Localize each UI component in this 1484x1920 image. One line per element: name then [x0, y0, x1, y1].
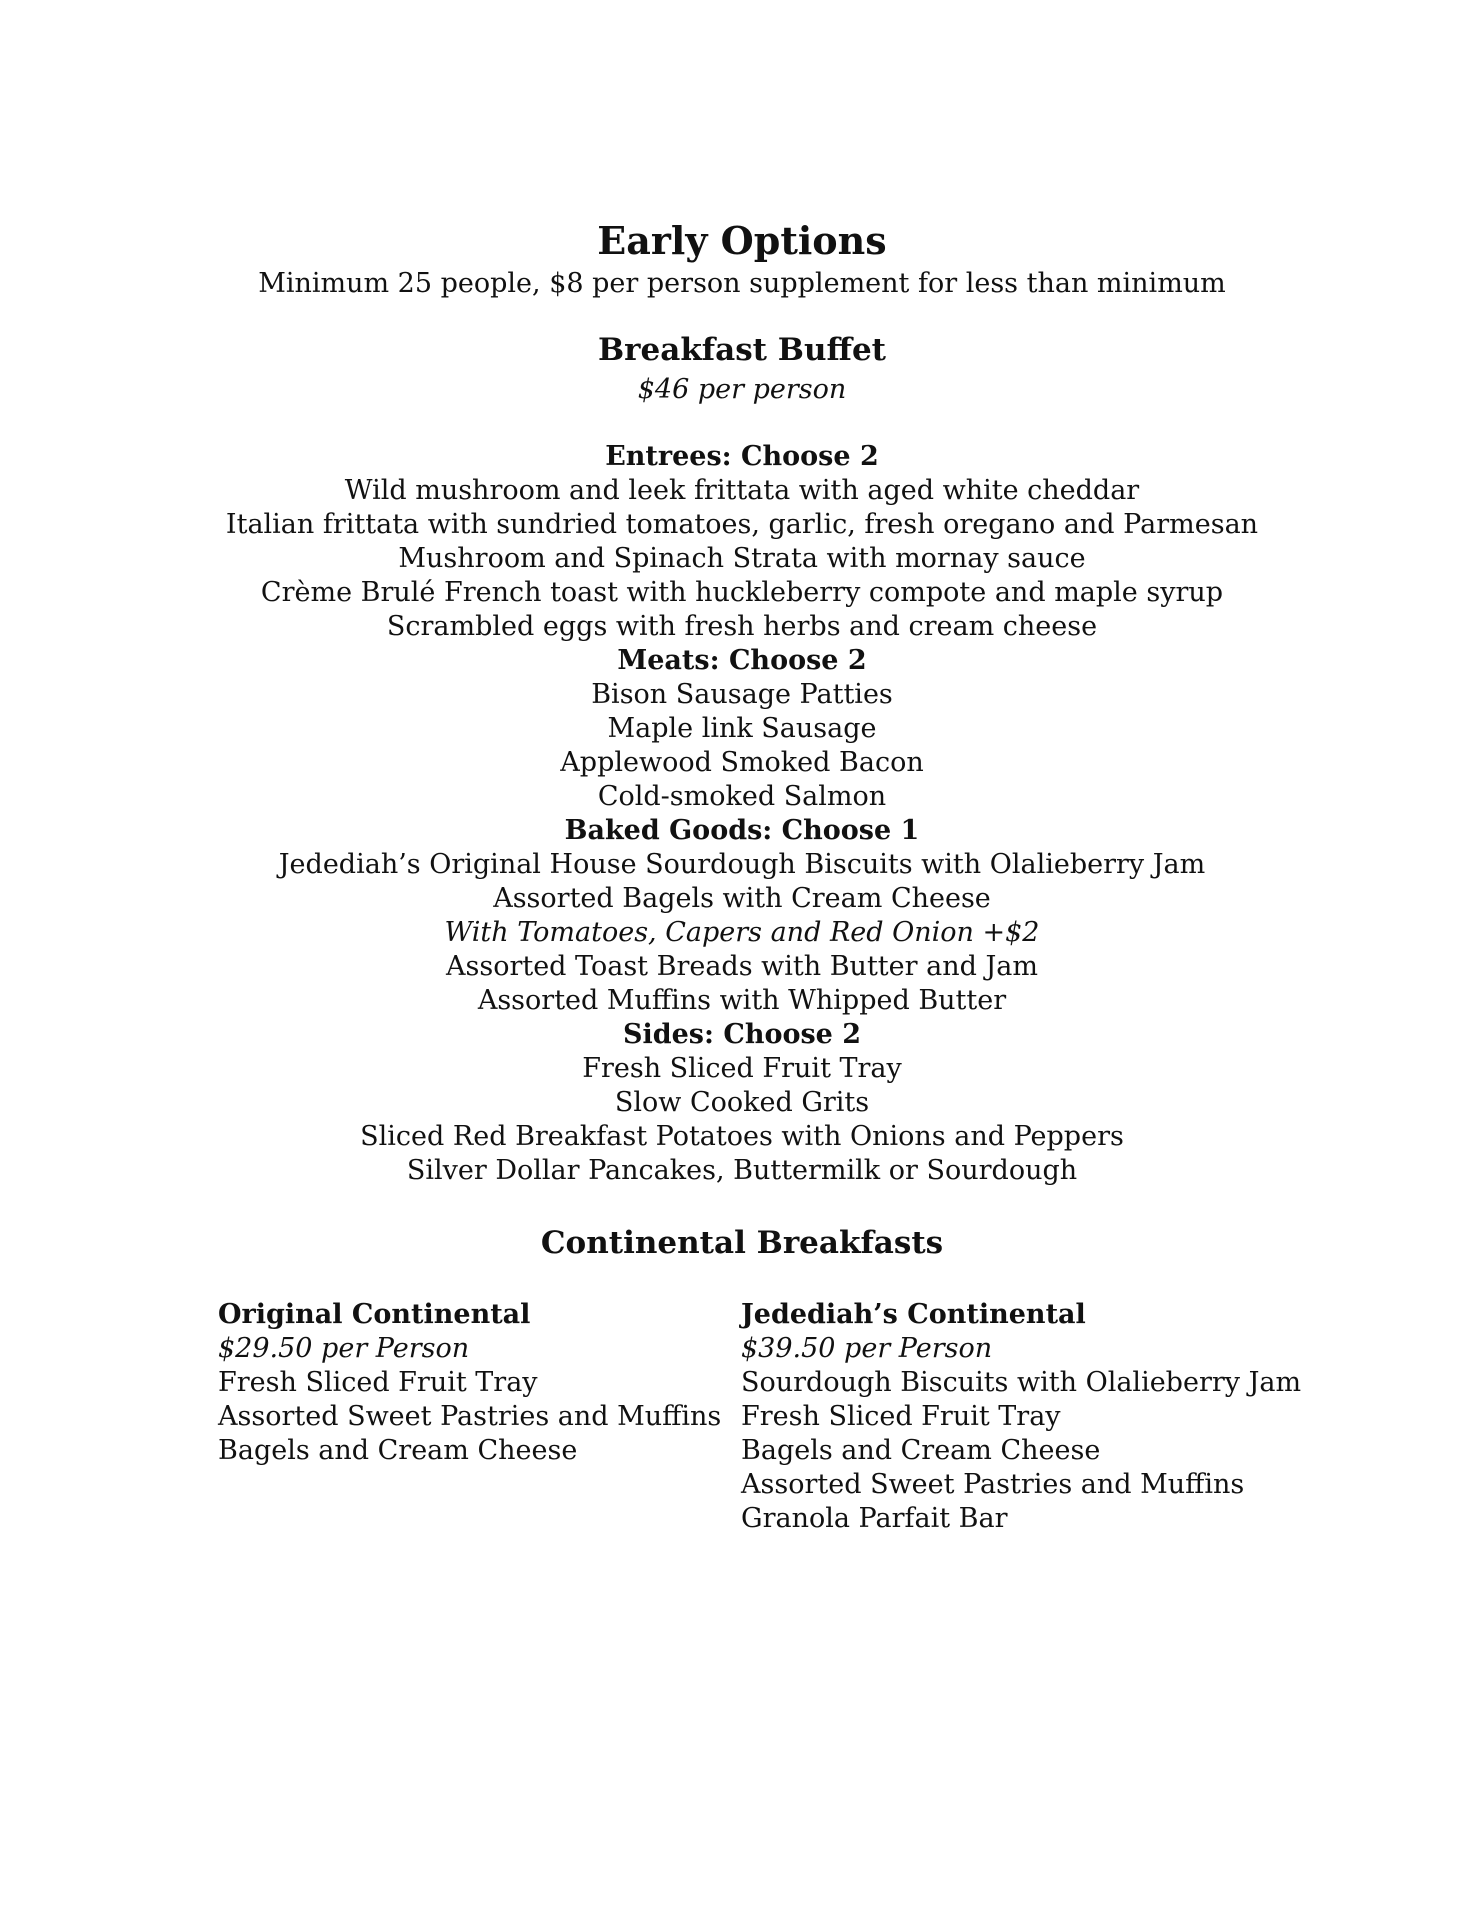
list-item: Granola Parfait Bar [741, 1503, 1008, 1534]
list-item: Maple link Sausage [607, 713, 877, 744]
list-item: Assorted Toast Breads with Butter and Jam [445, 951, 1038, 982]
list-item: Mushroom and Spinach Strata with mornay sauce [398, 543, 1086, 574]
list-item: Silver Dollar Pancakes, Buttermilk or Sourdough [406, 1155, 1078, 1186]
list-item: Scrambled eggs with fresh herbs and cream cheese [386, 611, 1098, 642]
list-item: Assorted Muffins with Whipped Butter [477, 985, 1007, 1016]
original-continental-name: Original Continental [218, 1299, 531, 1330]
meats-heading: Meats: Choose 2 [617, 645, 867, 676]
list-item: Assorted Sweet Pastries and Muffins [741, 1469, 1245, 1500]
list-item: Sliced Red Breakfast Potatoes with Onions and Peppers [360, 1121, 1124, 1152]
original-continental-column [218, 1298, 721, 1468]
list-item: Cold-smoked Salmon [597, 781, 887, 812]
list-item: Wild mushroom and leek frittata with aged white cheddar [344, 475, 1140, 506]
page-subtitle: Minimum 25 people, $8 per person supplement for less than minimum [258, 268, 1226, 299]
list-item: Jedediah’s Original House Sourdough Biscuits with Olalieberry Jam [278, 849, 1206, 880]
jedediah-continental-column [741, 1298, 1301, 1536]
list-item: Italian frittata with sundried tomatoes, garlic, fresh oregano and Parmesan [225, 509, 1259, 540]
list-item: Assorted Bagels with Cream Cheese [493, 883, 991, 914]
baked-goods-heading: Baked Goods: Choose 1 [564, 815, 920, 846]
buffet-title: Breakfast Buffet [597, 332, 887, 368]
list-item: Crème Brulé French toast with huckleberry compote and maple syrup [260, 577, 1224, 608]
buffet-price: $46 per person [637, 374, 847, 405]
original-continental-price: $29.50 per Person [218, 1333, 470, 1364]
continental-title: Continental Breakfasts [540, 1225, 944, 1261]
list-item: Applewood Smoked Bacon [560, 747, 924, 778]
list-item-addon: With Tomatoes, Capers and Red Onion +$2 [444, 917, 1040, 948]
page-title: Early Options [597, 218, 887, 263]
jedediah-continental-name: Jedediah’s Continental [741, 1299, 1086, 1330]
list-item: Assorted Sweet Pastries and Muffins [218, 1401, 722, 1432]
sides-heading: Sides: Choose 2 [622, 1019, 862, 1050]
list-item: Slow Cooked Grits [614, 1087, 870, 1118]
list-item: Fresh Sliced Fruit Tray [218, 1367, 538, 1398]
list-item: Bagels and Cream Cheese [741, 1435, 1101, 1466]
list-item: Sourdough Biscuits with Olalieberry Jam [741, 1367, 1302, 1398]
list-item: Fresh Sliced Fruit Tray [741, 1401, 1061, 1432]
list-item: Fresh Sliced Fruit Tray [582, 1053, 902, 1084]
list-item: Bagels and Cream Cheese [218, 1435, 578, 1466]
list-item: Bison Sausage Patties [591, 679, 893, 710]
entrees-heading: Entrees: Choose 2 [605, 441, 879, 472]
buffet-menu-list [0, 440, 1484, 1188]
jedediah-continental-price: $39.50 per Person [741, 1333, 993, 1364]
